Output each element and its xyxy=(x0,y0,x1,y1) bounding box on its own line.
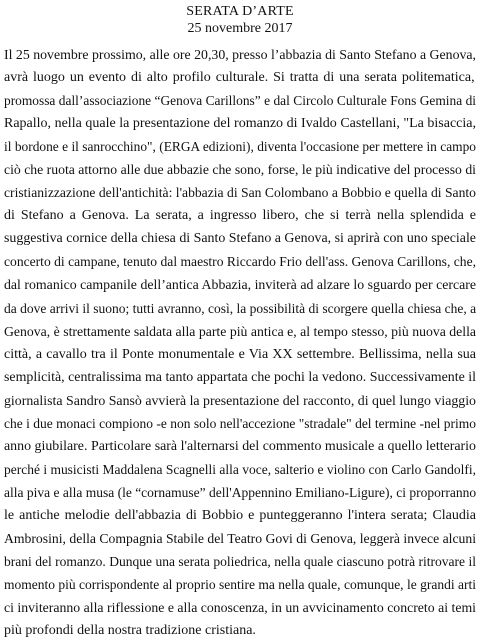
body-line: Ambrosini, della Compagnia Stabile del Teatro Govi di Genova, leggerà invece alcuni xyxy=(4,530,477,546)
body-line: concerto di campane, tenuto dal maestro Riccardo Frio dell'ass. Genova Carillons, che, xyxy=(4,254,476,270)
body-line: alla piva e alla musa (le “cornamuse” dell'Appennino Emiliano-Ligure), ci proporranno xyxy=(4,484,477,500)
body-line: cristianizzazione dell'antichità: l'abbazia di San Colombano a Bobbio e quella di Santo xyxy=(4,185,476,201)
body-line: città, a cavallo tra il Ponte monumentale e Via XX settembre. Bellissima, nella sua xyxy=(4,346,476,362)
body-line: semplicità, centralissima ma tanto appartata che pochi la vedono. Successivamente il xyxy=(4,369,476,385)
body-line: dal romanico campanile dell’antica Abbazia, inviterà ad alzare lo sguardo per cercare xyxy=(4,277,476,293)
body-line: Il 25 novembre prossimo, alle ore 20,30, presso l’abbazia di Santo Stefano a Genova, xyxy=(4,47,477,62)
body-line: che i due monaci compiono -e non solo nell'accezione "stradale" del termine -nel primo xyxy=(4,415,476,431)
body-line: Rapallo, nella quale la presentazione del romanzo di Ivaldo Castellani, "La bisaccia, xyxy=(4,116,477,132)
body-line: il bordone e il sanrocchino", (ERGA edizioni), diventa l'occasione per mettere in campo xyxy=(4,139,476,155)
body-line: Genova, è strettamente saldata alla parte più antica e, al tempo stesso, più nuova della xyxy=(4,323,476,339)
document-date: 25 novembre 2017 xyxy=(187,21,293,36)
body-line: anno giubilare. Particolare sarà l'alternarsi del commento musicale a quello letterario xyxy=(4,438,476,454)
body-line: giornalista Sandro Sansò avvierà la presentazione del racconto, di quel lungo viaggio xyxy=(4,392,476,408)
body-line: di Stefano a Genova. La serata, a ingresso libero, che si terrà nella splendida e xyxy=(4,208,476,224)
body-line: perché i musicisti Maddalena Scagnelli alla voce, salterio e violino con Carlo Gandolfi, xyxy=(4,461,477,477)
body-line: ciò che ruota attorno alle due abbazie che sono, forse, le più indicative del processo di xyxy=(4,162,476,178)
body-line: momento più corrispondente al proprio sentire ma nella quale, comunque, le grandi arti xyxy=(4,577,476,593)
body-line: promossa dall’associazione “Genova Carillons” e dal Circolo Culturale Fons Gemina di xyxy=(4,93,476,109)
body-line: suggestiva cornice della chiesa di Santo Stefano a Genova, si aprirà con uno speciale xyxy=(4,231,476,247)
document-header xyxy=(4,3,476,37)
body-line: più profondi della nostra tradizione cristiana. xyxy=(4,623,256,639)
body-line: le antiche melodie dell'abbazia di Bobbio e punteggeranno l'intera serata; Claudia xyxy=(4,507,476,523)
body-line: ci inviteranno alla riflessione e alla conoscenza, in un avvicinamento concreto ai temi xyxy=(4,600,476,616)
article-body xyxy=(4,43,476,642)
document-title: SERATA D’ARTE xyxy=(186,4,294,19)
body-line: avrà luogo un evento di alto profilo culturale. Si tratta di una serata politematica, xyxy=(4,70,475,86)
body-line: da dove arrivi il suono; tutti avranno, così, la possibilità di scorgere quella chiesa che, a xyxy=(4,300,477,316)
body-line: brani del romanzo. Dunque una serata poliedrica, nella quale ciascuno potrà ritrovare il xyxy=(4,554,476,570)
